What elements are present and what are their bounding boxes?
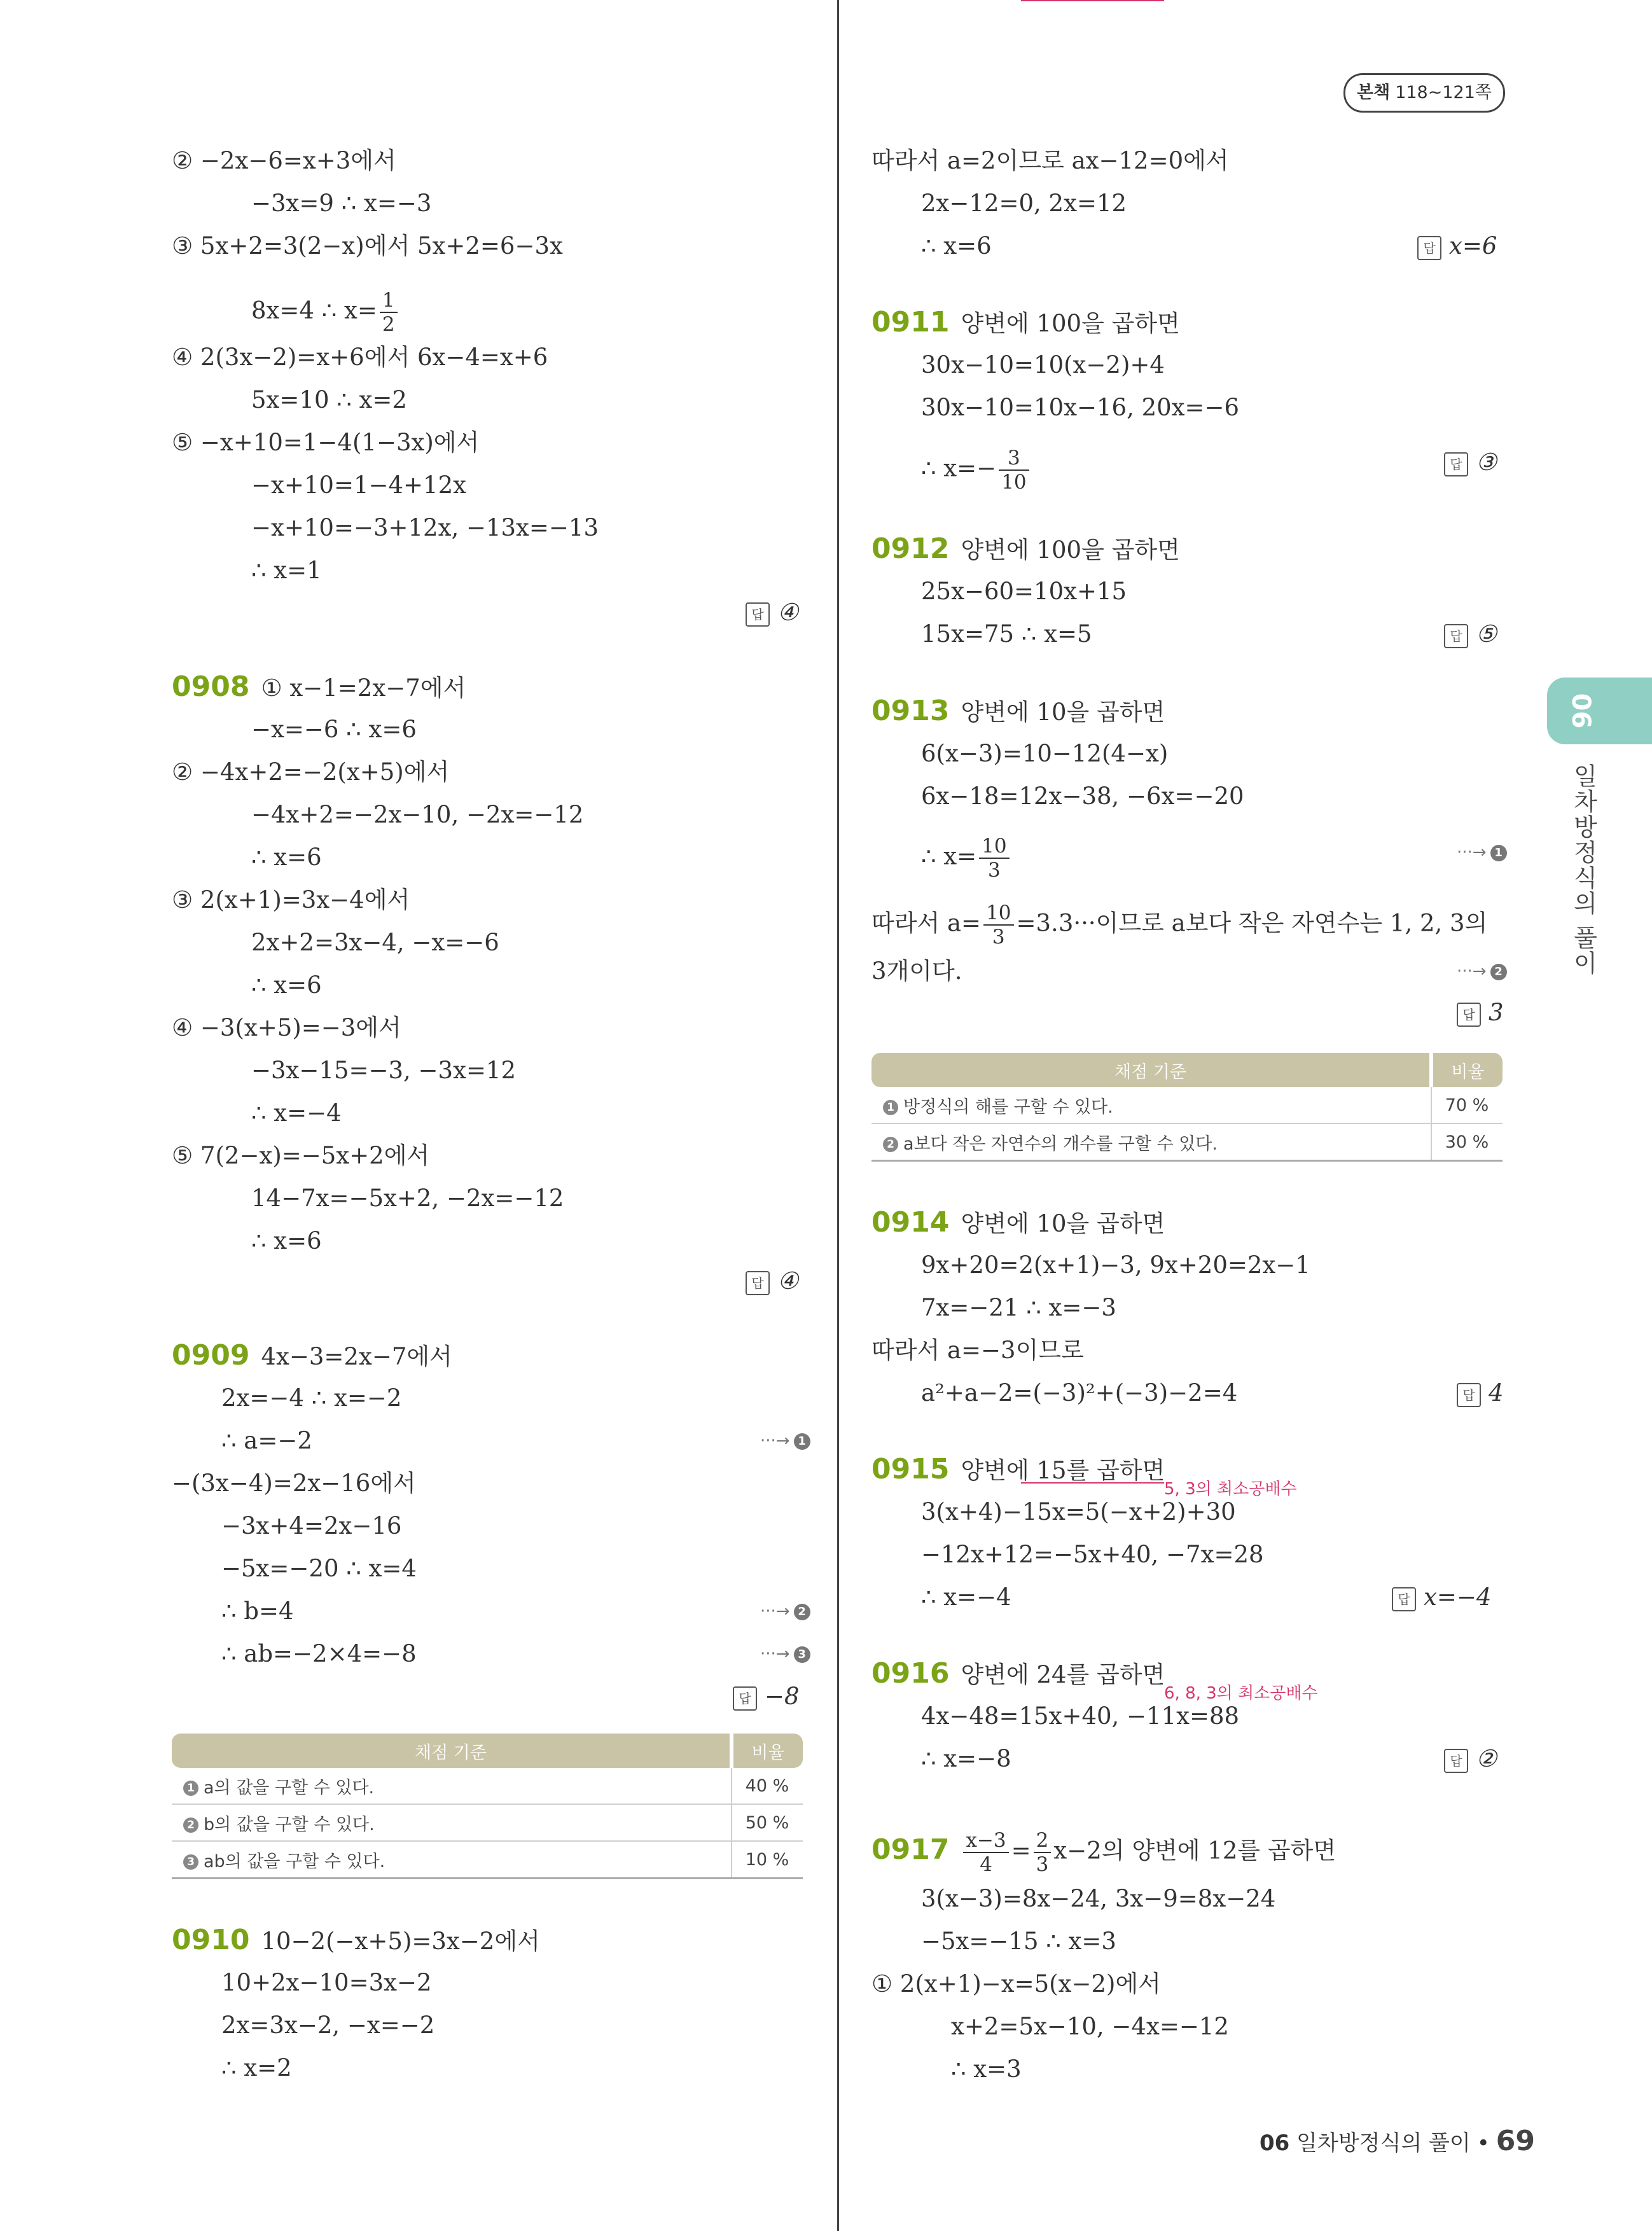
solution-line: −12x+12=−5x+40, −7x=28	[921, 1541, 1264, 1568]
solution-line: 4x−48=15x+40, −11x=88	[921, 1702, 1240, 1730]
problem-number: 0917	[871, 1833, 950, 1866]
solution-line: 따라서 a= $\frac{10}{3}$ =3.3···이므로 a보다 작은 자연수는 1, 2, 3의	[871, 901, 1488, 949]
answer: 답 3	[1457, 997, 1504, 1029]
answer-icon: 답	[1392, 1587, 1416, 1611]
answer-icon: 답	[1444, 624, 1468, 648]
step-marker: ···→ 3	[760, 1644, 810, 1664]
solution-line: 30x−10=10(x−2)+4	[921, 351, 1165, 379]
problem-number: 0914	[871, 1206, 950, 1239]
problem-number: 0916	[871, 1657, 950, 1690]
step-marker: ···→ 1	[760, 1431, 810, 1450]
table-header: 비율	[1431, 1053, 1503, 1087]
answer: 답 ③	[1444, 447, 1497, 478]
solution-line: −x+10=−3+12x, −13x=−13	[251, 514, 599, 541]
annotation-note: 6, 8, 3의 최소공배수	[1164, 1684, 1318, 1703]
step-marker: ···→ 2	[1457, 962, 1507, 981]
solution-line: 따라서 a=−3이므로	[871, 1337, 1084, 1364]
solution-line: ③ 2(x+1)=3x−4에서	[172, 886, 410, 914]
solution-line: ⑤ 7(2−x)=−5x+2에서	[172, 1142, 430, 1169]
solution-line: ④ −3(x+5)=−3에서	[172, 1014, 401, 1041]
answer: 답 x=6	[1417, 230, 1497, 262]
chapter-side-title: 일차방정식의 풀이	[1569, 763, 1597, 976]
solution-line: ∴ a=−2	[221, 1427, 312, 1454]
problem-number: 0912	[871, 532, 950, 565]
solution-line: 14−7x=−5x+2, −2x=−12	[251, 1185, 564, 1212]
table-header: 비율	[732, 1734, 803, 1768]
solution-line: ∴ x=−8	[921, 1745, 1011, 1772]
solution-line: ③ 5x+2=3(2−x)에서 5x+2=6−3x	[172, 232, 563, 260]
solution-line: 5x=10 ∴ x=2	[251, 386, 407, 414]
grading-table	[172, 1734, 803, 1879]
solution-line: 2x+2=3x−4, −x=−6	[251, 929, 499, 956]
step-marker: ···→ 2	[760, 1602, 810, 1621]
chapter-tab: 06	[1547, 678, 1652, 744]
solution-line: ∴ b=4	[221, 1597, 294, 1625]
solution-line: 2x=3x−2, −x=−2	[221, 2012, 435, 2039]
solution-line: x+2=5x−10, −4x=−12	[951, 2013, 1229, 2040]
solution-line: ① 2(x+1)−x=5(x−2)에서	[871, 1970, 1161, 1998]
table-row: 3 ab의 값을 구할 수 있다. 10 %	[172, 1841, 803, 1879]
solution-line: 8x=4 ∴ x= $\frac{1}{2}$	[251, 289, 400, 336]
problem-0916: 0916 양변에 24를 곱하면	[871, 1657, 1165, 1690]
solution-line: 6(x−3)=10−12(4−x)	[921, 740, 1169, 767]
solution-line: ∴ x= $\frac{10}{3}$	[921, 835, 1012, 882]
table-row: 1 방정식의 해를 구할 수 있다. 70 %	[871, 1087, 1503, 1123]
solution-line: 2x=−4 ∴ x=−2	[221, 1384, 402, 1412]
column-divider	[837, 0, 839, 2231]
grading-table	[871, 1053, 1503, 1162]
answer: 답 ②	[1444, 1743, 1497, 1775]
solution-line: 6x−18=12x−38, −6x=−20	[921, 782, 1244, 810]
problem-number: 0911	[871, 306, 950, 338]
annotation-note: 5, 3의 최소공배수	[1164, 1480, 1297, 1499]
problem-0908: 0908 ① x−1=2x−7에서	[172, 671, 466, 703]
fraction: $\frac{10}{3}$	[979, 835, 1009, 882]
solution-line: ∴ x=6	[251, 844, 322, 871]
answer-icon: 답	[733, 1686, 757, 1711]
solution-line: −3x+4=2x−16	[221, 1512, 402, 1539]
solution-line: 따라서 a=2이므로 ax−12=0에서	[871, 147, 1229, 174]
answer-icon: 답	[1444, 1749, 1468, 1773]
solution-line: ∴ x=3	[951, 2055, 1022, 2083]
answer: 답 ④	[746, 1265, 798, 1297]
solution-line: −4x+2=−2x−10, −2x=−12	[251, 801, 584, 828]
answer-icon: 답	[746, 602, 770, 627]
solution-line: 15x=75 ∴ x=5	[921, 620, 1092, 648]
underline	[1021, 1482, 1164, 1484]
problem-number: 0913	[871, 695, 950, 727]
problem-0915: 0915 양변에 15를 곱하면	[871, 1453, 1165, 1485]
solution-line: ∴ x=6	[921, 232, 992, 260]
solution-line: ∴ x=− $\frac{3}{10}$	[921, 447, 1032, 494]
solution-line: ∴ x=1	[251, 557, 322, 584]
answer-icon: 답	[1457, 1003, 1481, 1027]
solution-line: 25x−60=10x+15	[921, 578, 1127, 605]
solution-line: ∴ x=−4	[251, 1099, 342, 1127]
problem-0909: 0909 4x−3=2x−7에서	[172, 1339, 452, 1372]
solution-line: ② −4x+2=−2(x+5)에서	[172, 758, 450, 786]
problem-0911: 0911 양변에 100을 곱하면	[871, 306, 1180, 338]
solution-line: −x=−6 ∴ x=6	[251, 716, 417, 743]
problem-0917: 0917 $\frac{x-3}{4}$ = $\frac{2}{3}$ x−2의 양변에 12를 곱하면	[871, 1829, 1336, 1876]
solution-line: −5x=−20 ∴ x=4	[221, 1555, 417, 1582]
solution-line: ∴ x=6	[251, 971, 322, 999]
solution-line: ∴ x=−4	[921, 1583, 1011, 1611]
solution-line: −5x=−15 ∴ x=3	[921, 1928, 1116, 1955]
underline	[1021, 0, 1164, 1]
answer: 답 ④	[746, 597, 798, 629]
step-marker: ···→ 1	[1457, 843, 1507, 862]
answer: 답 −8	[733, 1681, 800, 1713]
solution-line: 9x+20=2(x+1)−3, 9x+20=2x−1	[921, 1251, 1310, 1279]
table-header: 채점 기준	[172, 1734, 732, 1768]
answer-icon: 답	[1417, 236, 1441, 260]
solution-line: ② −2x−6=x+3에서	[172, 147, 396, 174]
answer: 답 4	[1457, 1377, 1504, 1409]
answer-icon: 답	[1444, 452, 1468, 476]
problem-0913: 0913 양변에 10을 곱하면	[871, 695, 1165, 727]
solution-line: 3개이다.	[871, 957, 962, 985]
fraction: $\frac{1}{2}$	[380, 289, 398, 336]
solution-line: −3x=9 ∴ x=−3	[251, 190, 432, 217]
fraction: $\frac{2}{3}$	[1034, 1829, 1052, 1876]
problem-0912: 0912 양변에 100을 곱하면	[871, 532, 1180, 565]
fraction: $\frac{10}{3}$	[983, 901, 1013, 949]
solution-line: ∴ x=2	[221, 2054, 292, 2082]
page-reference-badge: 본책 118~121쪽	[1343, 73, 1505, 113]
page-footer: 06 일차방정식의 풀이 • 69	[1260, 2125, 1535, 2157]
answer: 답 ⑤	[1444, 618, 1497, 650]
problem-0910: 0910 10−2(−x+5)=3x−2에서	[172, 1924, 540, 1956]
solution-line: 10+2x−10=3x−2	[221, 1969, 432, 1996]
page-number: 69	[1496, 2125, 1535, 2157]
table-row: 2 b의 값을 구할 수 있다. 50 %	[172, 1804, 803, 1841]
solution-line: −(3x−4)=2x−16에서	[172, 1470, 416, 1497]
answer-icon: 답	[746, 1271, 770, 1295]
problem-number: 0910	[172, 1924, 250, 1956]
solution-line: ④ 2(3x−2)=x+6에서 6x−4=x+6	[172, 344, 548, 371]
answer: 답 x=−4	[1392, 1581, 1491, 1613]
solution-line: a²+a−2=(−3)²+(−3)−2=4	[921, 1379, 1238, 1407]
solution-line: 2x−12=0, 2x=12	[921, 190, 1127, 217]
problem-number: 0909	[172, 1339, 250, 1372]
fraction: $\frac{3}{10}$	[999, 447, 1029, 494]
table-row: 2 a보다 작은 자연수의 개수를 구할 수 있다. 30 %	[871, 1123, 1503, 1161]
table-row: 1 a의 값을 구할 수 있다. 40 %	[172, 1768, 803, 1804]
solution-line: 3(x+4)−15x=5(−x+2)+30	[921, 1498, 1236, 1526]
fraction: $\frac{x-3}{4}$	[963, 1829, 1008, 1876]
solution-line: −3x−15=−3, −3x=12	[251, 1057, 517, 1084]
problem-number: 0908	[172, 671, 250, 703]
solution-line: 7x=−21 ∴ x=−3	[921, 1294, 1116, 1321]
solution-line: 3(x−3)=8x−24, 3x−9=8x−24	[921, 1885, 1276, 1912]
problem-0914: 0914 양변에 10을 곱하면	[871, 1206, 1165, 1239]
solution-line: 30x−10=10x−16, 20x=−6	[921, 394, 1240, 421]
solution-line: ⑤ −x+10=1−4(1−3x)에서	[172, 429, 480, 456]
solution-line: −x+10=1−4+12x	[251, 471, 466, 499]
solution-line: ∴ x=6	[251, 1227, 322, 1255]
solution-line: ∴ ab=−2×4=−8	[221, 1640, 417, 1667]
answer-icon: 답	[1457, 1383, 1481, 1407]
table-header: 채점 기준	[871, 1053, 1431, 1087]
problem-number: 0915	[871, 1453, 950, 1485]
